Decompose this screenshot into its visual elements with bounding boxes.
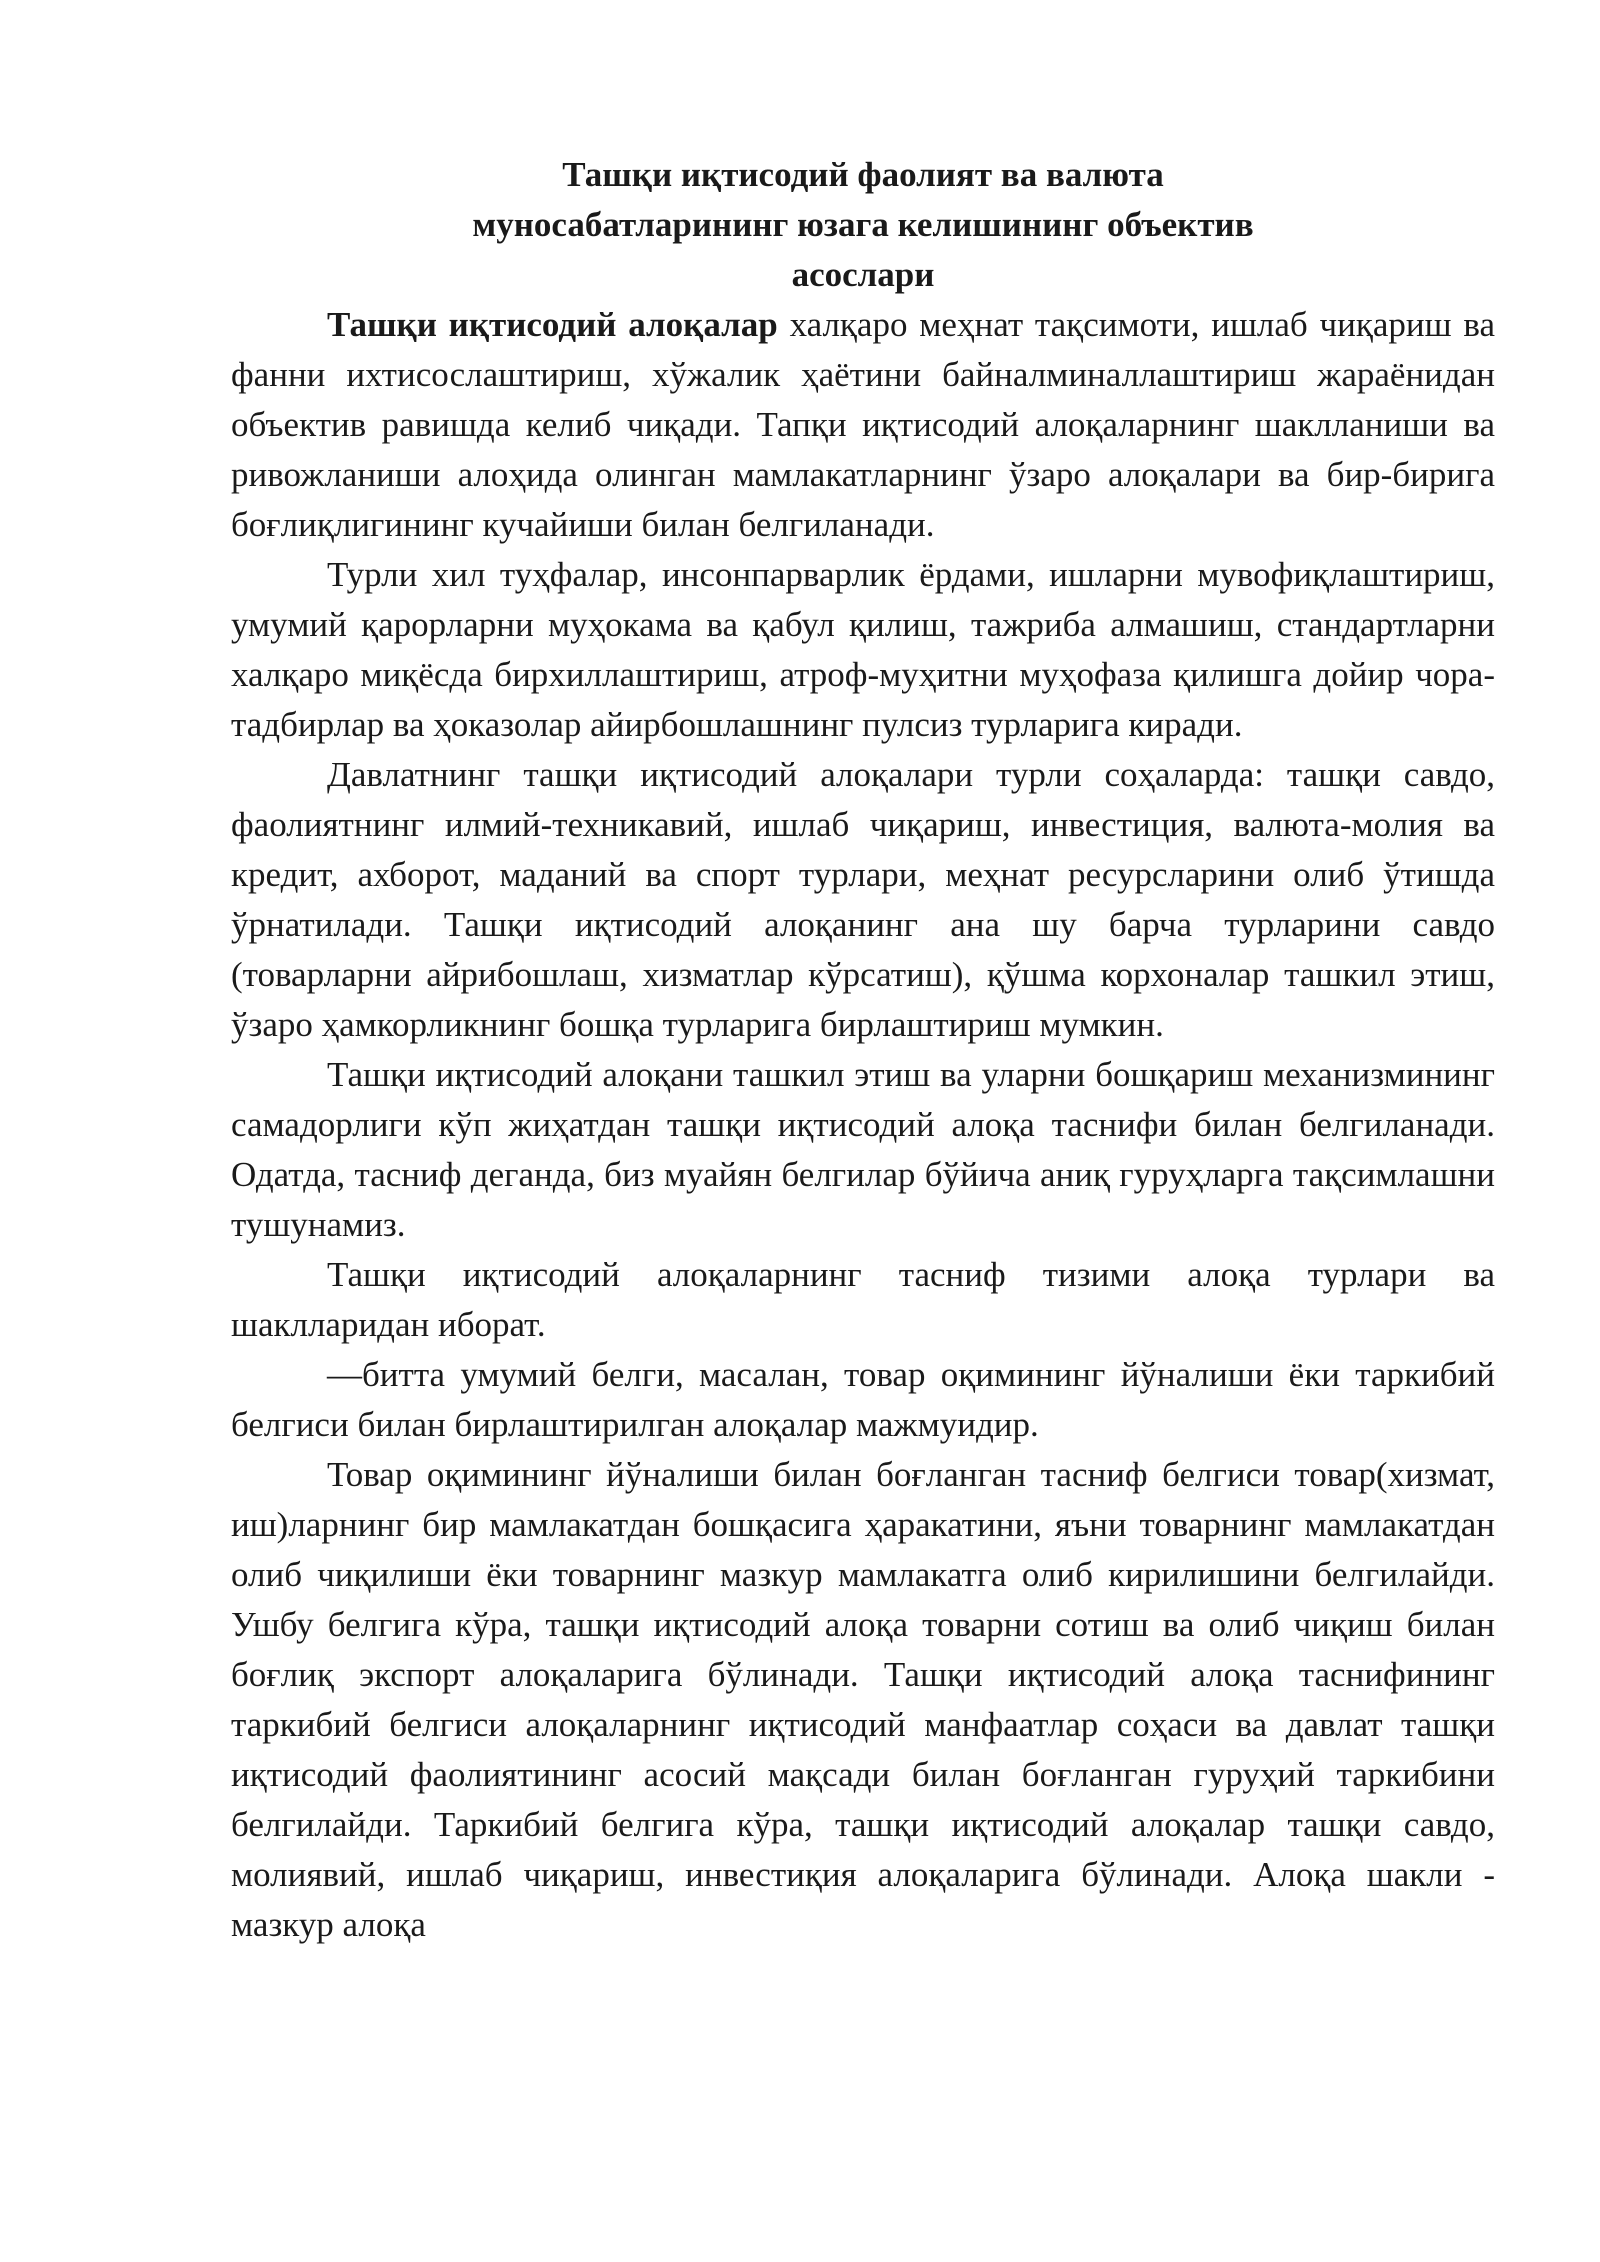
paragraph-6: —битта умумий белги, масалан, товар оқимининг йўналиши ёки таркибий белгиси билан бирлаштирилган алоқалар мажмуидир. bbox=[231, 1355, 1495, 1444]
paragraph-7: Товар оқимининг йўналиши билан боғланган тасниф белгиси товар(хизмат, иш)ларнинг бир мамлакатдан бошқасига ҳаракатини, яъни товарнинг мамлакатдан олиб чиқилиши ёки товарнинг мазкур мамлакатга олиб кирилишини белгилайди. Ушбу белгига кўра, ташқи иқтисодий алоқа товарни сотиш ва олиб чиқиш билан боғлиқ экспорт алоқаларига бўлинади. Ташқи иқтисодий алоқа таснифининг таркибий белгиси алоқаларнинг иқтисодий манфаатлар соҳаси ва давлат ташқи иқтисодий фаолиятининг асосий мақсади билан боғланган гуруҳий таркибини белгилайди. Таркибий белгига кўра, ташқи иқтисодий алоқалар ташқи савдо, молиявий, ишлаб чиқариш, инвестиқия алоқаларига бўлинади. Алоқа шакли - мазкур алоқа bbox=[231, 1455, 1495, 1944]
paragraph-2: Турли хил туҳфалар, инсонпарварлик ёрдами, ишларни мувофиқлаштириш, умумий қарорларни муҳокама ва қабул қилиш, тажриба алмашиш, стандартларни халқаро миқёсда бирхиллаштириш, атроф-муҳитни муҳофаза қилишга дойир чора-тадбирлар ва ҳоказолар айирбошлашнинг пулсиз турларига киради. bbox=[231, 555, 1495, 744]
paragraph-5: Ташқи иқтисодий алоқаларнинг тасниф тизими алоқа турлари ва шаклларидан иборат. bbox=[231, 1255, 1495, 1344]
title-line-3: асослари bbox=[791, 255, 935, 294]
title-line-2: муносабатларининг юзага келишининг объектив bbox=[472, 205, 1254, 244]
title-line-1: Ташқи иқтисодий фаолият ва валюта bbox=[562, 155, 1164, 194]
paragraph-1-lead: Ташқи иқтисодий алоқалар bbox=[327, 305, 778, 344]
document-page bbox=[231, 150, 1495, 1950]
document-title bbox=[231, 150, 1495, 300]
paragraph-1 bbox=[231, 300, 1495, 550]
paragraph-1-text: халқаро меҳнат тақсимоти, ишлаб чиқариш ва фанни ихтисослаштириш, хўжалик ҳаётини байналминаллаштириш жараёнидан объектив равишда келиб чиқади. Тапқи иқтисодий алоқаларнинг шаклланиши ва ривожланиши алоҳида олинган мамлакатларнинг ўзаро алоқалари ва бир-бирига боғлиқлигининг кучайиши билан белгиланади. bbox=[231, 305, 1495, 544]
paragraph-3: Давлатнинг ташқи иқтисодий алоқалари турли соҳаларда: ташқи савдо, фаолиятнинг илмий-техникавий, ишлаб чиқариш, инвестиция, валюта-молия ва кредит, ахборот, маданий ва спорт турлари, меҳнат ресурсларини олиб ўтишда ўрнатилади. Ташқи иқтисодий алоқанинг ана шу барча турларини савдо (товарларни айрибошлаш, хизматлар кўрсатиш), қўшма корхоналар ташкил этиш, ўзаро ҳамкорликнинг бошқа турларига бирлаштириш мумкин. bbox=[231, 755, 1495, 1044]
paragraph-4: Ташқи иқтисодий алоқани ташкил этиш ва уларни бошқариш механизмининг самадорлиги кўп жиҳатдан ташқи иқтисодий алоқа таснифи билан белгиланади. Одатда, тасниф деганда, биз муайян белгилар бўйича аниқ гуруҳларга тақсимлашни тушунамиз. bbox=[231, 1055, 1495, 1244]
